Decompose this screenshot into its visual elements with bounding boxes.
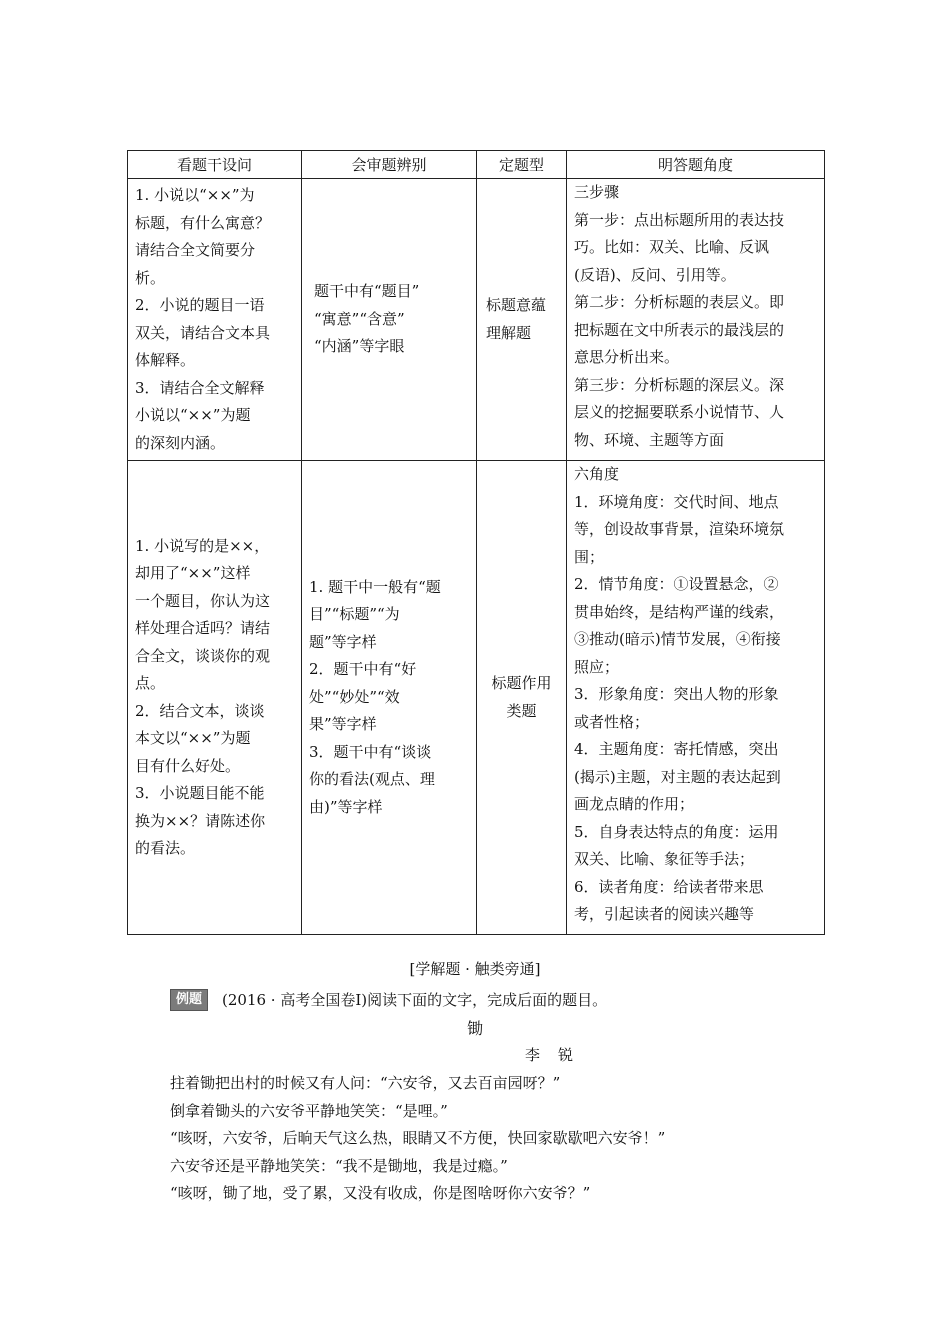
- cell-line: 2．结合文本，谈谈: [135, 701, 265, 720]
- cell-line: 把标题在文中所表示的最浅层的: [574, 320, 785, 339]
- cell-line: 1．环境角度：交代时间、地点: [574, 492, 779, 511]
- cell-line: 2．题干中有“好: [309, 660, 417, 679]
- cell-line: 换为××？请陈述你: [135, 811, 266, 830]
- cell-line: 的深刻内涵。: [135, 433, 226, 452]
- cell-line: 类题: [506, 701, 537, 720]
- cell-line: 画龙点睛的作用；: [574, 795, 695, 813]
- example-intro: [170, 988, 607, 1012]
- cell-line: 标题意蕴: [486, 296, 547, 314]
- cell-line: 3．小说题目能不能: [135, 784, 265, 802]
- author-family-name: 李: [525, 1046, 541, 1064]
- cell-line: 物、环境、主题等方面: [574, 430, 725, 449]
- story-paragraph: 倒拿着锄头的六安爷平静地笑笑：“是哩。”: [170, 1101, 448, 1120]
- cell-line: 却用了“××”这样: [135, 564, 251, 582]
- cell-line: 果”等字样: [309, 715, 377, 734]
- cell-line: (揭示)主题，对主题的表达起到: [574, 767, 781, 786]
- cell-line: 体解释。: [135, 351, 196, 369]
- cell-line: 目”“标题”“为: [309, 605, 400, 624]
- cell-line: “内涵”等字眼: [314, 337, 405, 356]
- table-header-row: [128, 151, 825, 179]
- author-given-name: 锐: [558, 1046, 574, 1064]
- cell-line: 围；: [574, 547, 605, 566]
- cell-line: 点。: [135, 674, 166, 692]
- cell-line: 处”“妙处”“效: [309, 687, 400, 706]
- cell-line: 由)”等字样: [309, 797, 383, 816]
- cell-line: 一个题目，你认为这: [135, 591, 271, 610]
- cell-line: 双关、比喻、象征等手法；: [574, 850, 755, 868]
- cell-line: 1. 题干中一般有“题: [309, 577, 441, 596]
- story-paragraph: “咳呀，六安爷，后晌天气这么热，眼睛又不方便，快回家歇歇吧六安爷！”: [170, 1129, 666, 1147]
- cell-line: 合全文，谈谈你的观: [135, 646, 271, 665]
- cell-line: 照应；: [574, 657, 620, 676]
- question-cell: [128, 179, 302, 461]
- example-badge: 例题: [170, 989, 208, 1011]
- cell-line: 巧。比如：双关、比喻、反讽: [574, 238, 770, 256]
- header-answer: 明答题角度: [567, 151, 825, 179]
- identify-cell: [302, 179, 477, 461]
- table-row: [128, 461, 825, 935]
- cell-line: 标题作用: [491, 674, 552, 692]
- header-identify: 会审题辨别: [302, 151, 477, 179]
- cell-line: 的看法。: [135, 839, 196, 857]
- cell-line: 请结合全文简要分: [135, 241, 256, 259]
- cell-line: 第二步：分析标题的表层义。即: [574, 293, 785, 311]
- cell-line: 等，创设故事背景，渲染环境氛: [574, 520, 785, 538]
- cell-line: ③推动(暗示)情节发展，④衔接: [574, 630, 781, 648]
- cell-line: 三步骤: [574, 183, 620, 201]
- cell-line: 理解题: [486, 323, 532, 342]
- story-paragraph: “咳呀，锄了地，受了累，又没有收成，你是图啥呀你六安爷？”: [170, 1184, 591, 1202]
- cell-line: 考，引起读者的阅读兴趣等: [574, 905, 755, 923]
- cell-line: 3．题干中有“谈谈: [309, 742, 432, 761]
- cell-line: 标题，有什么寓意？: [135, 213, 271, 232]
- cell-line: 3．形象角度：突出人物的形象: [574, 685, 779, 703]
- section-heading: [学解题 · 触类旁通]: [409, 960, 541, 978]
- cell-line: 析。: [135, 268, 166, 287]
- cell-line: 1. 小说以“××”为: [135, 186, 255, 204]
- cell-line: 样处理合适吗？请结: [135, 619, 271, 637]
- cell-line: 或者性格；: [574, 712, 650, 731]
- cell-line: 2．小说的题目一语: [135, 296, 265, 314]
- cell-line: 题干中有“题目”: [314, 282, 420, 301]
- cell-line: 2．情节角度：①设置悬念，②: [574, 575, 779, 593]
- story-author: [525, 1044, 573, 1065]
- story-paragraph: 六安爷还是平静地笑笑：“我不是锄地，我是过瘾。”: [170, 1156, 508, 1175]
- story-title: 锄: [466, 1019, 483, 1038]
- cell-line: 3．请结合全文解释: [135, 378, 265, 397]
- cell-line: 第三步：分析标题的深层义。深: [574, 375, 785, 394]
- cell-line: 目有什么好处。: [135, 756, 241, 775]
- story-paragraph: 拄着锄把出村的时候又有人问：“六安爷，又去百亩园呀？”: [170, 1074, 561, 1092]
- cell-line: 题”等字样: [309, 632, 377, 651]
- cell-line: 六角度: [574, 465, 620, 483]
- example-source-text: (2016 · 高考全国卷Ⅰ)阅读下面的文字，完成后面的题目。: [222, 991, 608, 1009]
- answer-guide-table: [127, 150, 825, 935]
- answer-cell: [567, 461, 825, 935]
- cell-line: 5．自身表达特点的角度：运用: [574, 822, 779, 841]
- question-cell: [128, 461, 302, 935]
- table-row: [128, 179, 825, 461]
- header-type: 定题型: [477, 151, 567, 179]
- cell-line: “寓意”“含意”: [314, 309, 405, 328]
- cell-line: 本文以“××”为题: [135, 729, 251, 747]
- cell-line: 双关，请结合文本具: [135, 323, 271, 342]
- cell-line: 意思分析出来。: [574, 348, 680, 366]
- cell-line: 4．主题角度：寄托情感，突出: [574, 740, 779, 758]
- answer-cell: [567, 179, 825, 461]
- type-cell: [477, 461, 567, 935]
- story-body: [170, 1070, 870, 1208]
- cell-line: 6．读者角度：给读者带来思: [574, 877, 764, 896]
- type-cell: [477, 179, 567, 461]
- cell-line: 贯串始终，是结构严谨的线索，: [574, 602, 785, 621]
- cell-line: 第一步：点出标题所用的表达技: [574, 210, 785, 229]
- header-question: 看题干设问: [128, 151, 302, 179]
- cell-line: 你的看法(观点、理: [309, 770, 435, 789]
- cell-line: (反语)、反问、引用等。: [574, 265, 736, 284]
- cell-line: 层义的挖掘要联系小说情节、人: [574, 403, 785, 421]
- identify-cell: [302, 461, 477, 935]
- cell-line: 1. 小说写的是××，: [135, 536, 270, 555]
- cell-line: 小说以“××”为题: [135, 406, 251, 424]
